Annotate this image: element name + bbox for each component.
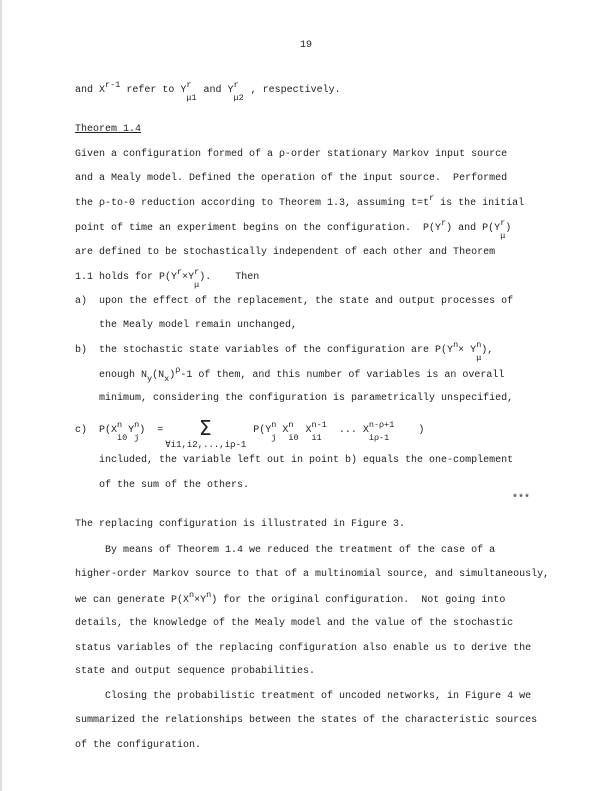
text-line bbox=[75, 416, 425, 450]
text-run: The replacing configuration is illustrated in Figure 3. bbox=[75, 519, 406, 530]
text-run: the ρ-to-0 reduction according to Theorem 1.3, assuming t=t bbox=[75, 198, 430, 209]
math-script bbox=[368, 420, 395, 443]
text-line bbox=[75, 545, 495, 557]
subscript: μ bbox=[194, 280, 200, 290]
summation bbox=[165, 416, 247, 450]
superscript: r bbox=[177, 267, 183, 277]
superscript: r bbox=[429, 193, 435, 203]
superscript: n bbox=[117, 420, 123, 430]
sigma-symbol: Σ bbox=[198, 416, 212, 440]
text-run: of the configuration. bbox=[75, 740, 202, 751]
text-run: point of time an experiment begins on the configuration. P(Y bbox=[75, 223, 442, 234]
superscript: r bbox=[500, 218, 506, 228]
text-run: enough N bbox=[75, 370, 148, 381]
text-run: and X bbox=[75, 85, 106, 96]
text-run: c) P(X bbox=[75, 425, 118, 436]
subscript: j bbox=[271, 433, 277, 443]
text-run: ), bbox=[481, 345, 494, 356]
subscript: y bbox=[147, 374, 153, 384]
text-run: P(Y bbox=[235, 425, 272, 436]
text-line bbox=[75, 455, 513, 467]
text-run: we can generate P(X bbox=[75, 595, 190, 606]
text-run: ×Y bbox=[194, 595, 207, 606]
text-run: ) bbox=[169, 370, 176, 381]
superscript: n bbox=[271, 420, 277, 430]
math-script bbox=[311, 420, 327, 443]
text-run: minimum, considering the configuration is parametrically unspecified, bbox=[75, 393, 514, 404]
text-line bbox=[75, 393, 513, 405]
text-run: and a Mealy model. Defined the operation of the input source. Performed bbox=[75, 173, 508, 184]
text-run: Y bbox=[122, 425, 135, 436]
text-line bbox=[75, 296, 513, 308]
text-run: ... X bbox=[326, 425, 369, 436]
text-run: ) bbox=[505, 223, 512, 234]
superscript: n-ρ+1 bbox=[368, 420, 395, 430]
text-run: the Mealy model remain unchanged, bbox=[75, 320, 298, 331]
text-line bbox=[75, 173, 507, 185]
subscript: μ2 bbox=[233, 93, 244, 103]
text-line bbox=[75, 643, 531, 655]
subscript: μ bbox=[500, 231, 506, 241]
text-line bbox=[75, 124, 141, 136]
text-line bbox=[512, 494, 530, 506]
text-line bbox=[75, 569, 549, 581]
math-script bbox=[288, 420, 299, 443]
text-run: status variables of the replacing configuration also enable us to derive the bbox=[75, 643, 532, 654]
text-run: of the sum of the others. bbox=[75, 480, 250, 491]
math-script bbox=[134, 420, 140, 443]
text-run: ×Y bbox=[182, 272, 195, 283]
text-line bbox=[75, 149, 507, 161]
superscript: r bbox=[194, 267, 200, 277]
text-run: summarized the relationships between the states of the characteristic sources bbox=[75, 715, 538, 726]
superscript: n bbox=[476, 340, 482, 350]
page-number: 19 bbox=[300, 40, 313, 51]
text-line bbox=[75, 365, 505, 384]
text-line bbox=[75, 590, 506, 607]
math-script bbox=[117, 420, 128, 443]
text-line bbox=[75, 247, 495, 259]
math-script bbox=[500, 218, 506, 241]
text-run: is the initial bbox=[434, 198, 525, 209]
superscript: r bbox=[441, 218, 447, 228]
text-run: refer to Y bbox=[120, 85, 187, 96]
text-line bbox=[75, 320, 297, 332]
superscript: n bbox=[453, 340, 459, 350]
text-run: -1 of them, and this number of variables is an overall bbox=[180, 370, 505, 381]
text-run: × Y bbox=[458, 345, 477, 356]
text-line bbox=[75, 340, 494, 363]
superscript: n bbox=[189, 590, 195, 600]
text-line bbox=[75, 618, 513, 630]
subscript: i0 bbox=[117, 433, 128, 443]
text-line bbox=[75, 80, 341, 103]
text-run: , respectively. bbox=[238, 85, 341, 96]
text-run: Given a configuration formed of a ρ-order stationary Markov input source bbox=[75, 149, 508, 160]
text-run: and Y bbox=[191, 85, 234, 96]
superscript: r bbox=[233, 80, 239, 90]
text-line bbox=[75, 666, 315, 678]
text-run: 1.1 holds for P(Y bbox=[75, 272, 178, 283]
text-line bbox=[75, 193, 525, 210]
math-script bbox=[271, 420, 277, 443]
text-run: ). Then bbox=[199, 272, 260, 283]
subscript: i0 bbox=[288, 433, 299, 443]
text-run: state and output sequence probabilities. bbox=[75, 666, 316, 677]
superscript: r bbox=[186, 80, 192, 90]
subscript: i1 bbox=[311, 433, 322, 443]
text-line bbox=[75, 218, 512, 241]
superscript: n bbox=[288, 420, 294, 430]
text-line bbox=[75, 691, 531, 703]
subscript: μ bbox=[476, 353, 482, 363]
text-run: ) for the original configuration. Not going into bbox=[211, 595, 506, 606]
text-run: included, the variable left out in point b) equals the one-complement bbox=[75, 455, 514, 466]
text-line bbox=[75, 480, 249, 492]
text-line bbox=[75, 715, 537, 727]
superscript: n-1 bbox=[311, 420, 327, 430]
summation-index: ∀i1,i2,...,iρ-1 bbox=[165, 440, 247, 450]
superscript: n bbox=[134, 420, 140, 430]
subscript: iρ-1 bbox=[368, 433, 390, 443]
text-line bbox=[75, 740, 201, 752]
math-script bbox=[476, 340, 482, 363]
theorem-heading: Theorem 1.4 bbox=[75, 124, 142, 135]
text-run: details, the knowledge of the Mealy model and the value of the stochastic bbox=[75, 618, 514, 629]
subscript: x bbox=[164, 374, 170, 384]
text-run: b) the stochastic state variables of the configuration are P(Y bbox=[75, 345, 454, 356]
text-run: By means of Theorem 1.4 we reduced the treatment of the case of a bbox=[75, 545, 496, 556]
superscript: r-1 bbox=[105, 80, 121, 90]
math-script bbox=[233, 80, 244, 103]
text-run: *** bbox=[512, 494, 531, 505]
subscript: μ1 bbox=[186, 93, 197, 103]
text-run: (N bbox=[152, 370, 165, 381]
text-run: X bbox=[293, 425, 312, 436]
superscript: n bbox=[206, 590, 212, 600]
text-run: X bbox=[276, 425, 289, 436]
text-run: Closing the probabilistic treatment of uncoded networks, in Figure 4 we bbox=[75, 691, 532, 702]
subscript: j bbox=[134, 433, 140, 443]
text-line bbox=[75, 519, 405, 531]
text-line bbox=[75, 267, 260, 290]
scan-edge bbox=[0, 0, 2, 791]
superscript: ρ bbox=[175, 365, 181, 375]
text-run: a) upon the effect of the replacement, the state and output processes of bbox=[75, 296, 514, 307]
math-script bbox=[186, 80, 197, 103]
text-run: ) and P(Y bbox=[446, 223, 501, 234]
text-run: higher-order Markov source to that of a multinomial source, and simultaneously, bbox=[75, 569, 550, 580]
math-script bbox=[194, 267, 200, 290]
text-run: ) = bbox=[139, 425, 176, 436]
text-run: are defined to be stochastically independent of each other and Theorem bbox=[75, 247, 496, 258]
text-run: ) bbox=[394, 425, 425, 436]
